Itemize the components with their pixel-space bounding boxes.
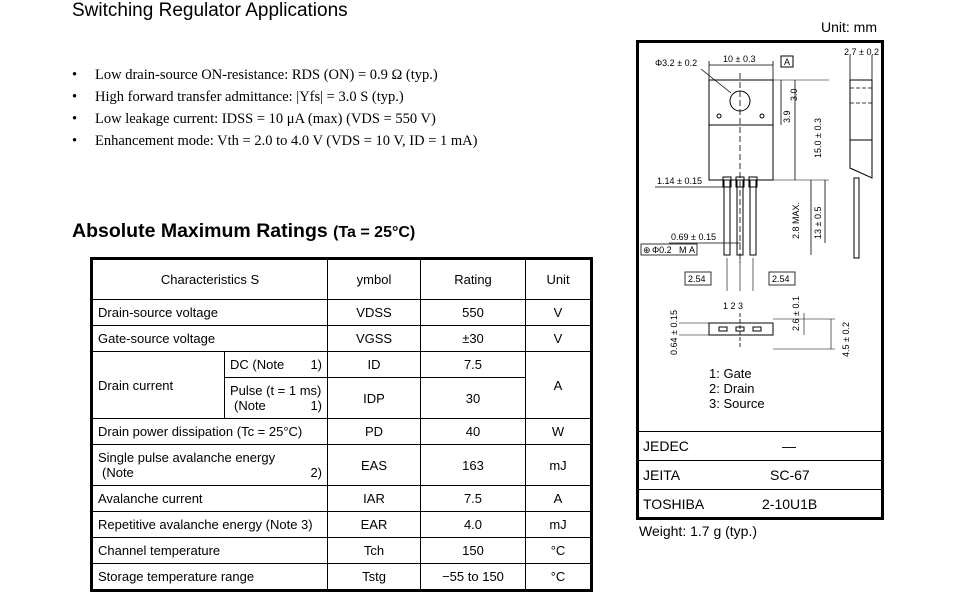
dim-label: 0.69 ± 0.15 (671, 232, 716, 242)
dim-label: 2.6 ± 0.1 (791, 296, 801, 331)
row-label: Single pulse avalanche energy (Note 2) (92, 445, 328, 486)
row-rating: 150 (421, 538, 526, 564)
header-characteristics: Characteristics S (92, 259, 328, 300)
feature-item: • High forward transfer admittance: |Yfs| = 3.0 S (typ.) (72, 89, 404, 105)
header-unit: Unit (526, 259, 592, 300)
dim-label: Φ3.2 ± 0.2 (655, 58, 698, 68)
dim-label: 13 ± 0.5 (813, 206, 823, 239)
header-symbol: ymbol (328, 259, 421, 300)
table-row (92, 326, 592, 352)
dim-label: 1.14 ± 0.15 (657, 176, 702, 186)
side-view-body (850, 80, 872, 140)
row-rating: 550 (421, 300, 526, 326)
dim-label: Φ0.2 (652, 245, 672, 255)
row-symbol: VGSS (328, 326, 421, 352)
row-unit: °C (526, 564, 592, 591)
package-outline-drawing (639, 43, 881, 431)
dim-label: 0.64 ± 0.15 (669, 310, 679, 355)
ratings-table (90, 257, 593, 592)
dim-label: 15.0 ± 0.3 (813, 118, 823, 158)
row-rating: 7.5 (421, 486, 526, 512)
row-symbol: EAS (328, 445, 421, 486)
standard-row-jedec: JEDEC ― (639, 431, 881, 460)
row-rating: 4.0 (421, 512, 526, 538)
dim-label: 3.0 (789, 88, 799, 101)
table-row (92, 352, 592, 378)
row-unit: A (526, 486, 592, 512)
row-label: Gate-source voltage (92, 326, 328, 352)
row-unit: mJ (526, 512, 592, 538)
row-symbol: Tstg (328, 564, 421, 591)
row-label: Drain power dissipation (Tc = 25°C) (92, 419, 328, 445)
standard-row-toshiba: TOSHIBA 2-10U1B (639, 489, 881, 518)
row-symbol: Tch (328, 538, 421, 564)
row-symbol: ID (328, 352, 421, 378)
row-symbol: IAR (328, 486, 421, 512)
row-unit: W (526, 419, 592, 445)
feature-item: • Enhancement mode: Vth = 2.0 to 4.0 V (VDS = 10 V, ID = 1 mA) (72, 133, 478, 149)
table-row (92, 512, 592, 538)
row-label: Storage temperature range (92, 564, 328, 591)
row-label: Drain current (92, 352, 225, 419)
feature-item: • Low leakage current: IDSS = 10 μA (max) (VDS = 550 V) (72, 111, 436, 127)
row-symbol: EAR (328, 512, 421, 538)
table-row (92, 538, 592, 564)
page-subtitle: Switching Regulator Applications (72, 0, 348, 21)
row-unit: V (526, 326, 592, 352)
ratings-title: Absolute Maximum Ratings (Ta = 25°C) (72, 220, 416, 242)
pin-label: 3: Source (709, 396, 765, 411)
table-header-row (92, 259, 592, 300)
dim-label: 2.8 MAX. (791, 201, 801, 239)
dim-label: 1 2 3 (723, 301, 744, 311)
ratings-condition: (Ta = 25°C) (333, 224, 416, 241)
row-rating: −55 to 150 (421, 564, 526, 591)
row-sublabel: Pulse (t = 1 ms) (Note 1) (225, 378, 328, 419)
row-symbol: PD (328, 419, 421, 445)
svg-text:⊕: ⊕ (643, 245, 651, 255)
row-rating: 7.5 (421, 352, 526, 378)
table-row (92, 486, 592, 512)
row-symbol: VDSS (328, 300, 421, 326)
header-rating: Rating (421, 259, 526, 300)
row-unit: A (526, 352, 592, 419)
table-row (92, 564, 592, 591)
dim-label: M (679, 245, 687, 255)
feature-item: • Low drain-source ON-resistance: RDS (ON) = 0.9 Ω (typ.) (72, 67, 438, 83)
package-body (709, 80, 773, 180)
row-unit: mJ (526, 445, 592, 486)
row-rating: 163 (421, 445, 526, 486)
pin-label: 2: Drain (709, 381, 755, 396)
dim-label: 2.54 (772, 274, 790, 284)
table-row (92, 419, 592, 445)
pin-label: 1: Gate (709, 366, 752, 381)
dim-label: 10 ± 0.3 (723, 54, 756, 64)
row-rating: 30 (421, 378, 526, 419)
table-row (92, 300, 592, 326)
row-rating: ±30 (421, 326, 526, 352)
package-weight: Weight: 1.7 g (typ.) (639, 523, 758, 539)
row-label: Repetitive avalanche energy (Note 3) (92, 512, 328, 538)
row-unit: V (526, 300, 592, 326)
row-unit: °C (526, 538, 592, 564)
row-label: Channel temperature (92, 538, 328, 564)
dim-label: 4.5 ± 0.2 (841, 322, 851, 357)
dim-label: 2.54 (688, 274, 706, 284)
package-drawing-box (636, 40, 884, 520)
table-row (92, 445, 592, 486)
dim-label: A (784, 57, 791, 67)
row-rating: 40 (421, 419, 526, 445)
row-sublabel: DC (Note 1) (225, 352, 328, 378)
row-symbol: IDP (328, 378, 421, 419)
row-label: Avalanche current (92, 486, 328, 512)
row-label: Drain-source voltage (92, 300, 328, 326)
unit-label: Unit: mm (821, 19, 877, 35)
dim-label: A (689, 245, 696, 255)
standard-row-jeita: JEITA SC-67 (639, 460, 881, 489)
dim-label: 2.7 ± 0.2 (844, 47, 879, 57)
dim-label: 3.9 (782, 110, 792, 123)
